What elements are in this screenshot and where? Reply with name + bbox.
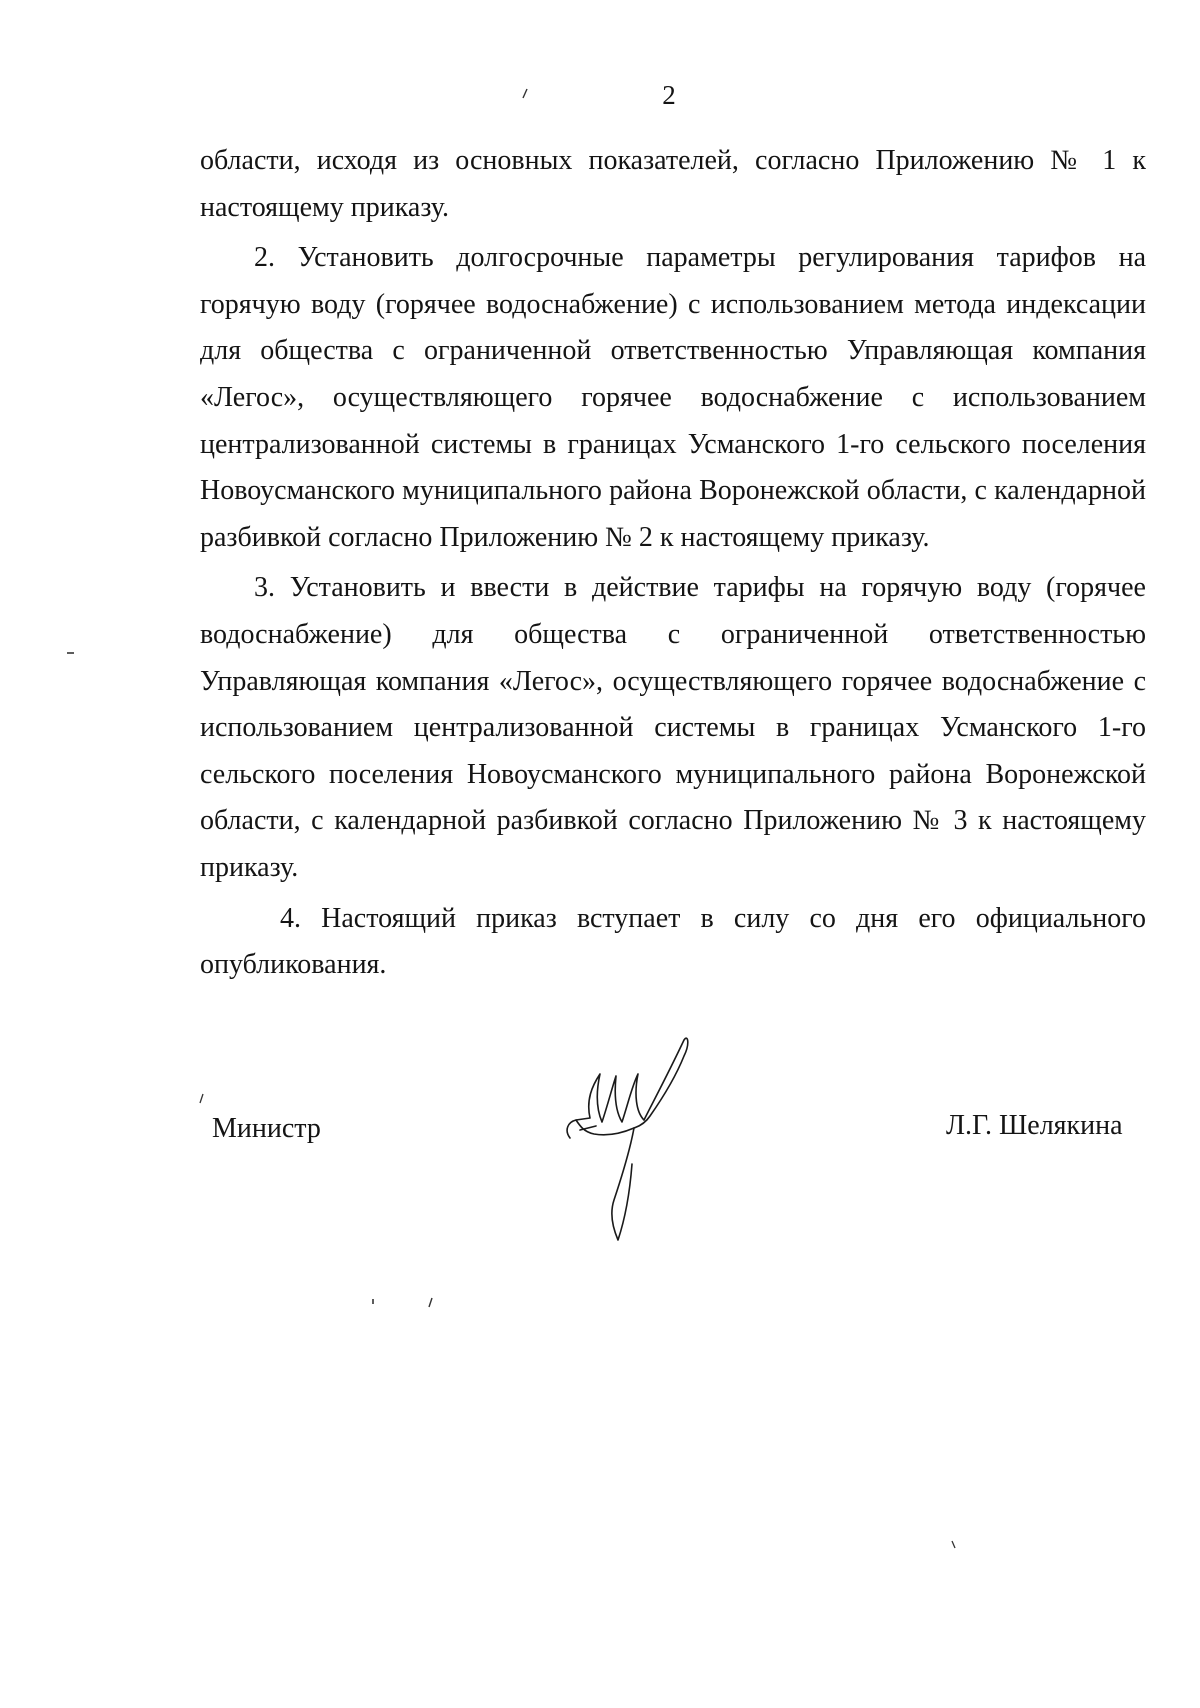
scan-speck xyxy=(197,1093,205,1105)
scan-speck xyxy=(66,650,76,656)
page-number: 2 xyxy=(662,80,676,110)
paragraph-item-4: 4. Настоящий приказ вступает в силу со дня его официального опубликования. xyxy=(200,902,1146,981)
paragraph-item-3: 3. Установить и ввести в действие тарифы на горячую воду (горячее водоснабжение) для общества с ограниченной ответственностью Управляющая компания «Легос», осуществляющего горячее водоснабжение с использованием централизованной системы в границах Усманского 1-го сельского поселения Новоусманского муниципального района Воронежской области, с календарной разбивкой согласно Приложению № 3 к настоящему приказу. xyxy=(200,572,1146,883)
paragraph-continuation: области, исходя из основных показателей, согласно Приложению № 1 к настоящему приказу. xyxy=(200,145,1146,223)
signer-name: Л.Г. Шелякина xyxy=(946,1110,1123,1141)
scan-speck xyxy=(520,88,530,100)
signer-position: Министр xyxy=(212,1113,321,1144)
scan-speck xyxy=(370,1298,376,1306)
handwritten-signature xyxy=(550,1030,720,1250)
paragraph-item-2: 2. Установить долгосрочные параметры регулирования тарифов на горячую воду (горячее водоснабжение) с использованием метода индексации для общества с ограниченной ответственностью Управляющая компания «Легос», осуществляющего горячее водоснабжение с использованием централизованной системы в границах Усманского 1-го сельского поселения Новоусманского муниципального района Воронежской области, с календарной разбивкой согласно Приложению № 2 к настоящему приказу. xyxy=(200,242,1146,553)
scan-speck xyxy=(950,1540,958,1550)
document-body xyxy=(200,138,1146,993)
scan-speck xyxy=(426,1297,434,1309)
